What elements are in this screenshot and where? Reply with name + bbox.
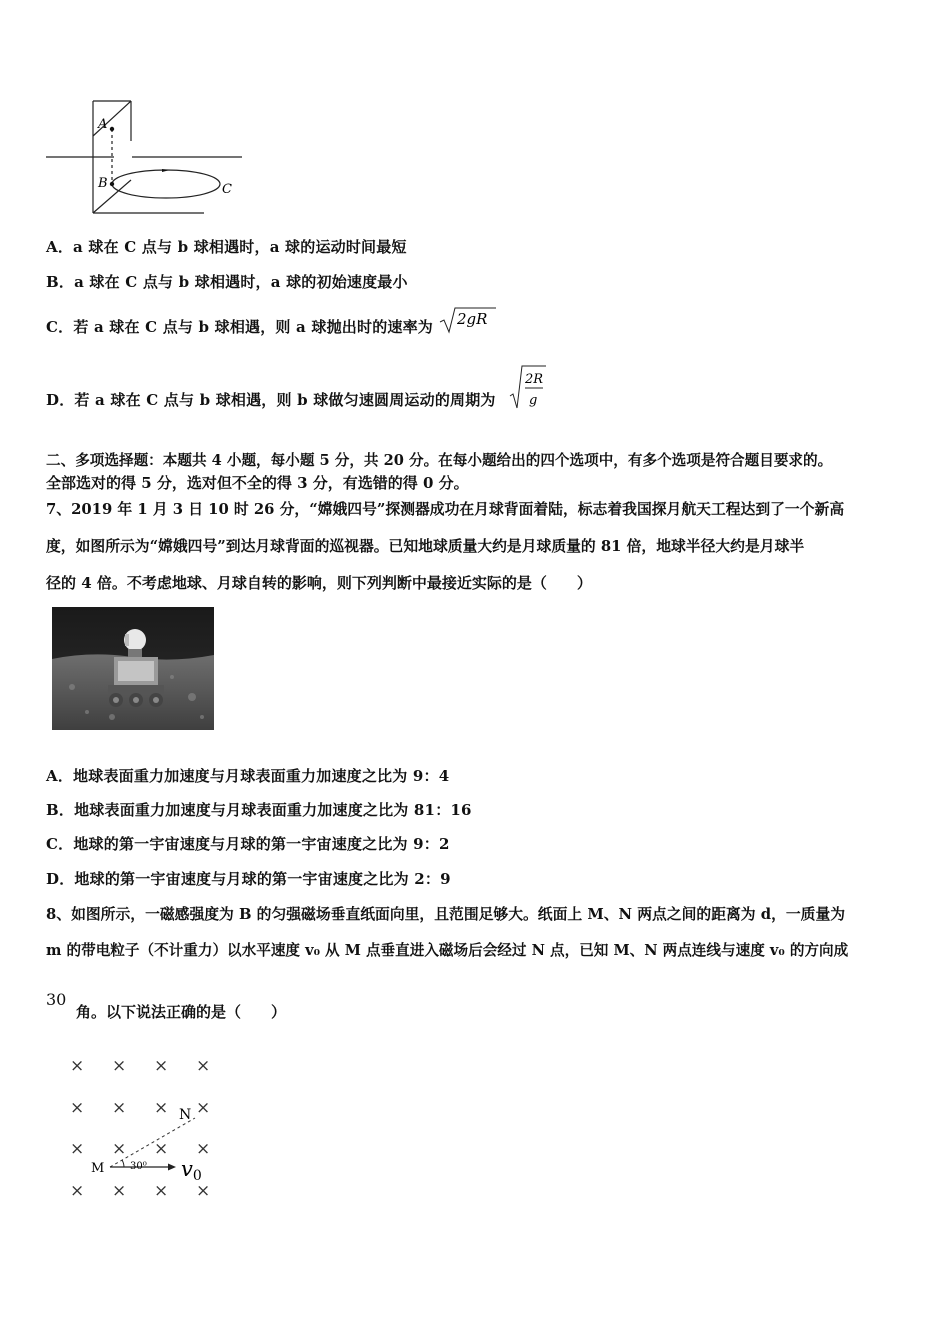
section2-line2: 全部选对的得 5 分，选对但不全的得 3 分，有选错的得 0 分。 bbox=[46, 474, 469, 492]
section2-line1: 二、多项选择题：本题共 4 小题，每小题 5 分，共 20 分。在每小题给出的四个选项中，有多个选项是符合题目要求的。 bbox=[46, 452, 833, 469]
label-m: M bbox=[91, 1161, 105, 1176]
q6-option-c: C．若 a 球在 C 点与 b 球相遇，则 a 球抛出时的速率为 bbox=[46, 318, 433, 336]
label-b: B bbox=[98, 176, 108, 191]
field-cross: × bbox=[196, 1181, 211, 1201]
field-cross: × bbox=[196, 1056, 211, 1076]
field-cross: × bbox=[154, 1056, 169, 1076]
formula-c-radicand: 2gR bbox=[457, 310, 488, 328]
label-a: A bbox=[98, 117, 108, 132]
field-cross: × bbox=[70, 1056, 85, 1076]
field-cross: × bbox=[112, 1056, 127, 1076]
formula-d-denominator: g bbox=[529, 393, 538, 408]
velocity-label: v0 bbox=[181, 1157, 202, 1184]
field-cross: × bbox=[70, 1098, 85, 1118]
q8-line1: 8、如图所示，一磁感强度为 B 的匀强磁场垂直纸面向里，且范围足够大。纸面上 M、N 两点之间的距离为 d，一质量为 bbox=[46, 906, 846, 923]
q7-option-c: C．地球的第一宇宙速度与月球的第一宇宙速度之比为 9：2 bbox=[46, 835, 450, 853]
field-cross: × bbox=[70, 1181, 85, 1201]
field-cross: × bbox=[154, 1181, 169, 1201]
q7-option-a: A．地球表面重力加速度与月球表面重力加速度之比为 9：4 bbox=[46, 767, 450, 785]
field-cross: × bbox=[196, 1139, 211, 1159]
field-cross: × bbox=[154, 1139, 169, 1159]
rover-photo bbox=[52, 607, 214, 730]
q7-option-b: B．地球表面重力加速度与月球表面重力加速度之比为 81：16 bbox=[46, 801, 472, 819]
field-cross: × bbox=[112, 1098, 127, 1118]
field-cross: × bbox=[154, 1098, 169, 1118]
q8-angle-mark: 30 bbox=[46, 990, 67, 1009]
q6-option-b: B．a 球在 C 点与 b 球相遇时，a 球的初始速度最小 bbox=[46, 273, 408, 291]
q8-line3: 角。以下说法正确的是（ ） bbox=[76, 1003, 287, 1021]
angle-label: 30⁰ bbox=[130, 1161, 147, 1172]
field-cross: × bbox=[112, 1181, 127, 1201]
formula-d-numerator: 2R bbox=[525, 372, 544, 387]
formula-sqrt-2R-over-g bbox=[508, 364, 548, 412]
label-n: N bbox=[179, 1107, 192, 1123]
figure-magnetic-field bbox=[60, 1048, 230, 1208]
q8-line2: m 的带电粒子（不计重力）以水平速度 v₀ 从 M 点垂直进入磁场后会经过 N 点，已知 M、N 两点连线与速度 v₀ 的方向成 bbox=[46, 942, 849, 959]
q7-line2: 度，如图所示为“嫦娥四号”到达月球背面的巡视器。已知地球质量大约是月球质量的 81 倍，地球半径大约是月球半 bbox=[46, 538, 805, 555]
field-cross: × bbox=[70, 1139, 85, 1159]
figure-plane-circle bbox=[44, 96, 254, 221]
q6-option-d: D．若 a 球在 C 点与 b 球相遇，则 b 球做匀速圆周运动的周期为 bbox=[46, 391, 496, 409]
formula-sqrt-2gR bbox=[438, 305, 498, 335]
q7-option-d: D．地球的第一宇宙速度与月球的第一宇宙速度之比为 2：9 bbox=[46, 870, 451, 888]
field-cross: × bbox=[112, 1139, 127, 1159]
q6-option-a: A．a 球在 C 点与 b 球相遇时，a 球的运动时间最短 bbox=[46, 238, 407, 256]
label-c: C bbox=[222, 182, 232, 197]
q7-line1: 7、2019 年 1 月 3 日 10 时 26 分，“嫦娥四号”探测器成功在月球背面着陆，标志着我国探月航天工程达到了一个新高 bbox=[46, 501, 845, 518]
q7-line3: 径的 4 倍。不考虑地球、月球自转的影响，则下列判断中最接近实际的是（ ） bbox=[46, 574, 592, 592]
field-cross: × bbox=[196, 1098, 211, 1118]
